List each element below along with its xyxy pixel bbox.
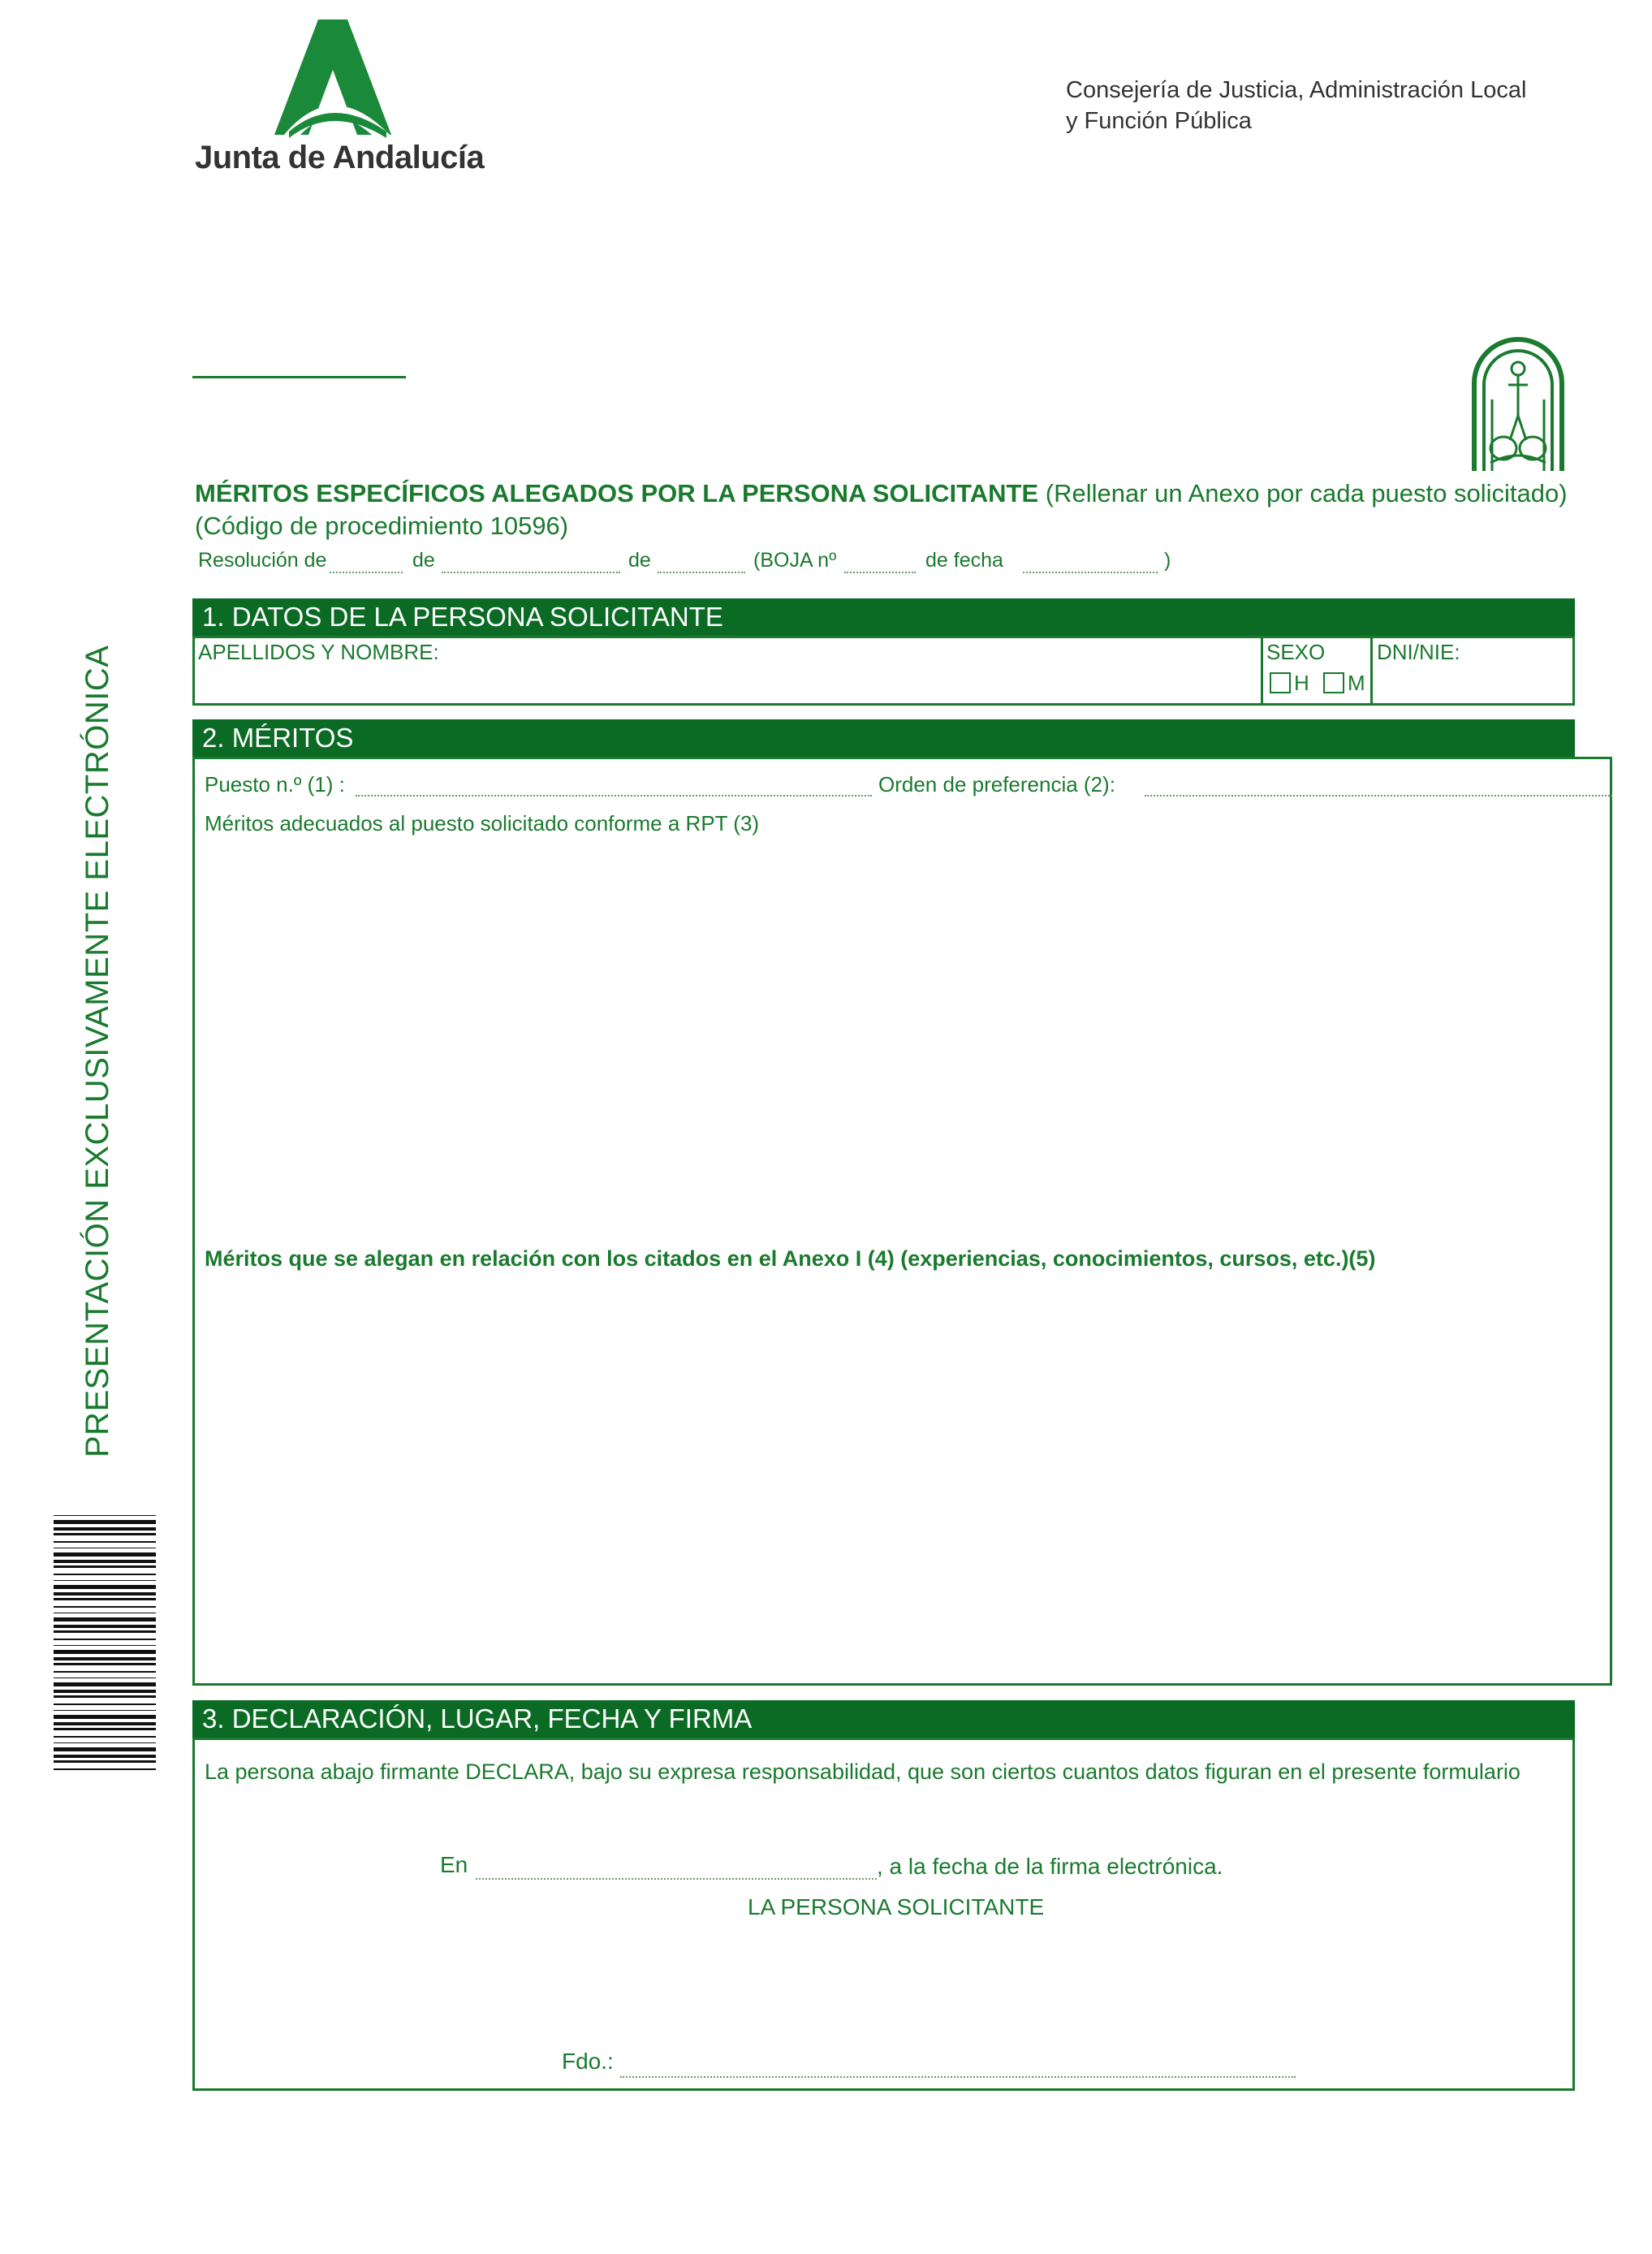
firma-field[interactable] bbox=[620, 2049, 1296, 2078]
resolution-day-field[interactable] bbox=[442, 549, 620, 573]
section-2-heading: 2. MÉRITOS bbox=[192, 719, 1575, 757]
dni-divider bbox=[1370, 638, 1373, 703]
puesto-field[interactable] bbox=[356, 772, 872, 797]
barcode-icon bbox=[54, 1515, 156, 1772]
declaration-text: La persona abajo firmante DECLARA, bajo su expresa responsabilidad, que son ciertos cuantos datos figuran en el presente formulario bbox=[205, 1760, 1520, 1784]
resolution-label: Resolución de bbox=[198, 549, 327, 572]
sexo-divider bbox=[1261, 638, 1263, 703]
meritos-adecuados-field[interactable] bbox=[205, 844, 1601, 1185]
resolution-close: ) bbox=[1164, 549, 1171, 572]
orden-preferencia-label: Orden de preferencia (2): bbox=[878, 772, 1115, 797]
andalucia-emblem-icon bbox=[1468, 326, 1568, 473]
section-2-box bbox=[192, 757, 1612, 1686]
sexo-m-checkbox[interactable] bbox=[1323, 672, 1344, 693]
resolution-year-field[interactable] bbox=[658, 549, 745, 573]
section-1-box bbox=[192, 636, 1575, 706]
resolution-de-label-2: de bbox=[628, 549, 651, 572]
boja-label: (BOJA nº bbox=[753, 549, 837, 572]
section-3-heading: 3. DECLARACIÓN, LUGAR, FECHA Y FIRMA bbox=[192, 1700, 1575, 1738]
sexo-h-label: H bbox=[1294, 671, 1309, 695]
apellidos-nombre-label: APELLIDOS Y NOMBRE: bbox=[198, 640, 439, 664]
boja-date-field[interactable] bbox=[1023, 549, 1158, 573]
resolution-number-field[interactable] bbox=[330, 549, 403, 573]
form-title bbox=[195, 477, 1575, 542]
logo-text: Junta de Andalucía bbox=[195, 140, 485, 175]
junta-andalucia-logo-icon bbox=[268, 19, 398, 140]
dni-nie-label: DNI/NIE: bbox=[1377, 640, 1460, 664]
puesto-label: Puesto n.º (1) : bbox=[205, 772, 345, 797]
orden-preferencia-field[interactable] bbox=[1145, 772, 1612, 797]
procedure-code: (Código de procedimiento 10596) bbox=[195, 512, 569, 540]
persona-solicitante-label: LA PERSONA SOLICITANTE bbox=[748, 1894, 1045, 1919]
side-vertical-text: PRESENTACIÓN EXCLUSIVAMENTE ELECTRÓNICA bbox=[80, 645, 115, 1457]
fecha-firma-text: , a la fecha de la firma electrónica. bbox=[877, 1854, 1223, 1879]
fdo-label: Fdo.: bbox=[562, 2049, 614, 2074]
form-title-note: (Rellenar un Anexo por cada puesto solicitado) bbox=[1038, 479, 1568, 507]
header-rule bbox=[192, 376, 406, 378]
form-title-bold: MÉRITOS ESPECÍFICOS ALEGADOS POR LA PERSONA SOLICITANTE bbox=[195, 479, 1039, 507]
department-line-2: y Función Pública bbox=[1066, 108, 1252, 134]
meritos-adecuados-label: Méritos adecuados al puesto solicitado conforme a RPT (3) bbox=[205, 811, 760, 836]
sexo-h-checkbox[interactable] bbox=[1270, 672, 1291, 693]
section-1-heading: 1. DATOS DE LA PERSONA SOLICITANTE bbox=[192, 598, 1575, 636]
lugar-field[interactable] bbox=[476, 1852, 877, 1880]
en-label: En bbox=[440, 1852, 468, 1877]
department-name bbox=[1066, 75, 1526, 136]
resolution-de-label-1: de bbox=[412, 549, 435, 572]
de-fecha-label: de fecha bbox=[925, 549, 1003, 572]
boja-number-field[interactable] bbox=[844, 549, 916, 573]
department-line-1: Consejería de Justicia, Administración Local bbox=[1066, 77, 1527, 103]
meritos-alegados-field[interactable] bbox=[205, 1282, 1601, 1672]
sexo-m-label: M bbox=[1348, 671, 1365, 695]
meritos-alegados-label: Méritos que se alegan en relación con los citados en el Anexo I (4) (experiencias, conocimientos, cursos, etc.)(5) bbox=[205, 1246, 1376, 1271]
section-3-box bbox=[192, 1738, 1575, 2091]
sexo-label: SEXO bbox=[1266, 640, 1326, 664]
